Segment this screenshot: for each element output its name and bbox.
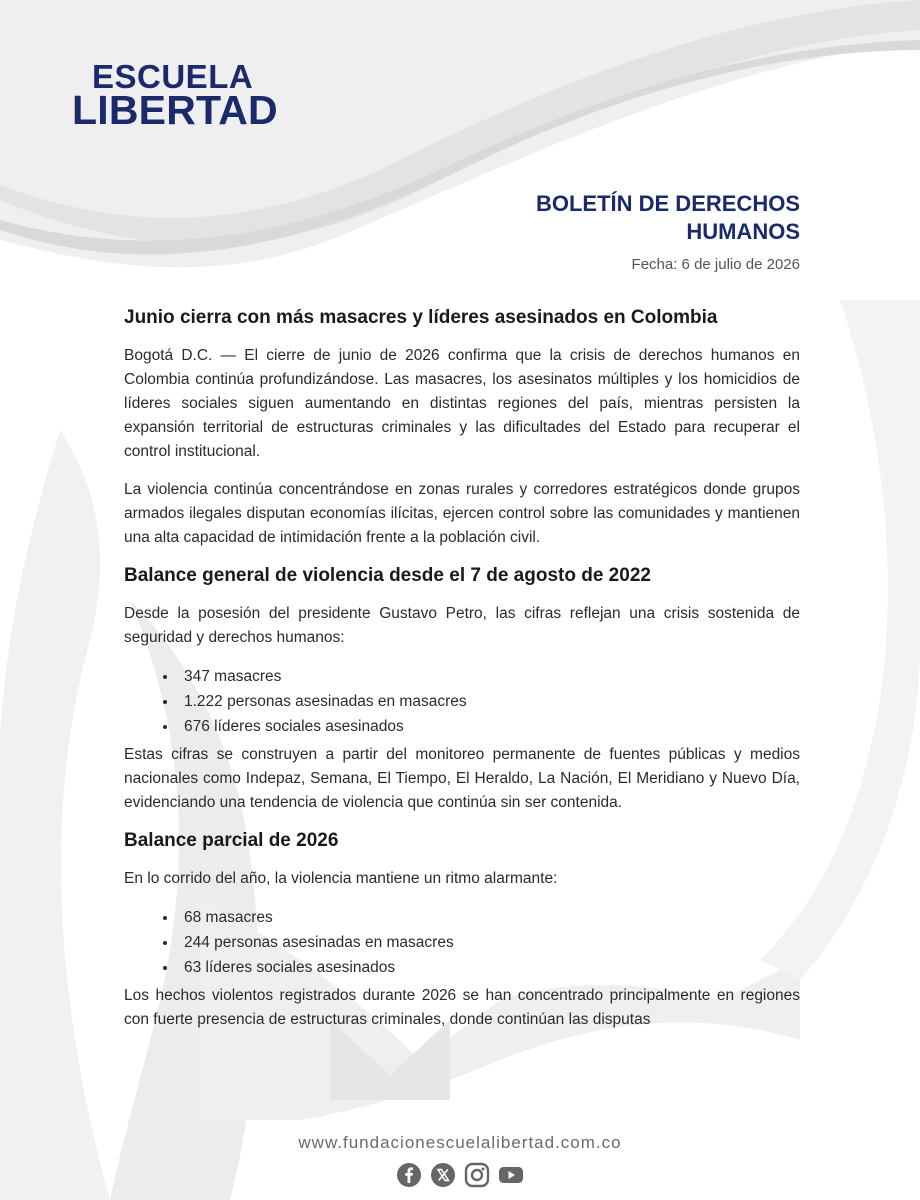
paragraph: Bogotá D.C. — El cierre de junio de 2026 confirma que la crisis de derechos humanos en Colombia continúa profundizándose. Las masacres, los asesinatos múltiples y los homicidios de líderes sociales siguen aumentando en distintas regiones del país, mientras persisten la expansión territorial de estructuras criminales y las dificultades del Estado para recuperar el control institucional. — [124, 347, 800, 460]
list-item: • 676 líderes sociales asesinados — [178, 714, 800, 739]
paragraph: Estas cifras se construyen a partir del monitoreo permanente de fuentes públicas y medios nacionales como Indepaz, Semana, El Tiempo, El Heraldo, La Nación, El Meridiano y Nuevo Día, evidenciando una tendencia de violencia que continúa sin ser contenida. — [124, 746, 800, 811]
section-heading: Balance parcial de 2026 — [124, 830, 339, 851]
instagram-icon[interactable] — [464, 1162, 490, 1188]
section-junio — [124, 306, 800, 550]
document-title-line2: HUMANOS — [686, 219, 800, 244]
document-date: Fecha: 6 de julio de 2026 — [631, 256, 800, 273]
document-title-line1: BOLETÍN DE DERECHOS — [535, 191, 800, 216]
paragraph: La violencia continúa concentrándose en zonas rurales y corredores estratégicos donde grupos armados ilegales disputan economías ilícitas, ejercen control sobre las comunidades y mantienen una alta capacidad de intimidación frente a la población civil. — [124, 481, 800, 546]
paragraph: Desde la posesión del presidente Gustavo Petro, las cifras reflejan una crisis sostenida de seguridad y derechos humanos: — [124, 605, 800, 646]
list-item: • 1.222 personas asesinadas en masacres — [178, 689, 800, 714]
stats-list — [124, 664, 800, 739]
brand-logo — [72, 58, 278, 134]
x-icon[interactable] — [430, 1162, 456, 1188]
brand-logo-line2: LIBERTAD — [72, 87, 278, 134]
list-item: • 347 masacres — [178, 664, 800, 689]
stats-list — [124, 905, 800, 980]
paragraph: En lo corrido del año, la violencia mantiene un ritmo alarmante: — [124, 870, 558, 887]
list-item: • 68 masacres — [178, 905, 800, 930]
footer-website-link[interactable]: www.fundacionescuelalibertad.com.co — [298, 1133, 622, 1152]
document-title — [536, 190, 800, 246]
section-balance-2026 — [124, 829, 800, 1032]
youtube-icon[interactable] — [498, 1162, 524, 1188]
section-balance-general — [124, 564, 800, 815]
brand-logo-line1: ESCUELA — [92, 58, 254, 95]
section-heading: Balance general de violencia desde el 7 de agosto de 2022 — [124, 565, 651, 586]
section-heading: Junio cierra con más masacres y líderes asesinados en Colombia — [124, 307, 718, 328]
document-header — [536, 190, 800, 273]
list-item: • 244 personas asesinadas en masacres — [178, 930, 800, 955]
list-item: • 63 líderes sociales asesinados — [178, 955, 800, 980]
document-body — [124, 306, 800, 1046]
paragraph: Los hechos violentos registrados durante 2026 se han concentrado principalmente en regiones con fuerte presencia de estructuras criminales, donde continúan las disputas — [124, 987, 800, 1028]
social-links — [0, 1162, 920, 1188]
facebook-icon[interactable] — [396, 1162, 422, 1188]
